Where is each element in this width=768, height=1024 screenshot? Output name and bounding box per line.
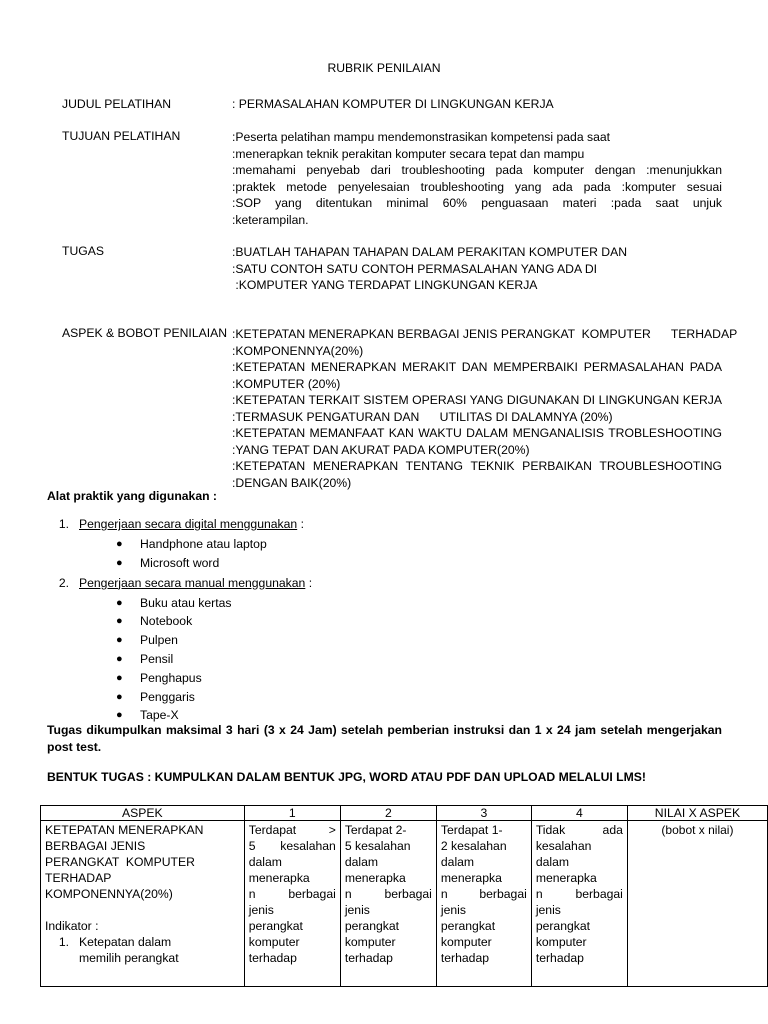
page-title: RUBRIK PENILAIAN — [327, 61, 441, 75]
tugas-value — [232, 244, 722, 294]
nilai-cell: (bobot x nilai) — [627, 821, 767, 987]
bullet-icon: ● — [116, 634, 123, 647]
aspek-cell-line: PERANGKAT KOMPUTER — [45, 855, 195, 869]
score-line: terhadap — [440, 951, 490, 965]
header-nilai: NILAI X ASPEK — [627, 806, 767, 821]
score-line: jenis — [248, 903, 274, 917]
list-item-label: Buku atau kertas — [140, 595, 232, 610]
aspek-line: :KETEPATAN TERKAIT SISTEM OPERASI YANG DIGUNAKAN DI LINGKUNGAN KERJA — [232, 393, 722, 407]
header-aspek: ASPEK — [41, 806, 245, 821]
score-line: menerapka — [440, 871, 502, 885]
list-item-label: Notebook — [140, 614, 193, 629]
header-score-4: 4 — [531, 806, 627, 821]
aspek-line: :KOMPONENNYA(20%) — [232, 343, 364, 358]
score-1-cell — [244, 821, 340, 987]
aspek-line: :KETEPATAN MENERAPKAN MERAKIT DAN MEMPERBAIKI PERMASALAHAN PADA — [232, 360, 722, 374]
aspek-line: :DENGAN BAIK(20%) — [232, 475, 352, 490]
list-item — [116, 535, 747, 554]
list-item-label: Handphone atau laptop — [140, 537, 267, 551]
aspek-value — [232, 326, 738, 491]
score-line: Tidak ada — [535, 823, 623, 837]
alat-section-digital — [47, 515, 747, 533]
score-line: kesalahan — [535, 839, 592, 853]
score-line: jenis — [440, 903, 466, 917]
deadline-note — [47, 722, 722, 755]
score-line: perangkat — [535, 919, 591, 933]
alat-heading: Alat praktik yang digunakan : — [47, 489, 217, 503]
list-item-label: Tape-X — [140, 708, 179, 723]
score-line: jenis — [535, 903, 561, 917]
bullet-icon: ● — [116, 709, 123, 722]
score-line: Terdapat 1- — [440, 823, 503, 837]
tujuan-line: :memahami penyebab dari troubleshooting pada komputer dengan :menunjukkan — [232, 163, 722, 177]
aspek-line: :KOMPUTER (20%) — [232, 376, 341, 391]
aspek-cell-line: KOMPONENNYA(20%) — [45, 887, 173, 901]
bentuk-tugas: BENTUK TUGAS : KUMPULKAN DALAM BENTUK JPG, WORD ATAU PDF DAN UPLOAD MELALUI LMS! — [47, 770, 646, 784]
tugas-line: :SATU CONTOH SATU CONTOH PERMASALAHAN YANG ADA DI — [232, 261, 598, 276]
score-line: Terdapat 2- — [344, 823, 407, 837]
score-4-cell — [531, 821, 627, 987]
score-line: jenis — [344, 903, 370, 917]
list-item-label: Pensil — [140, 651, 174, 666]
list-item-label: Penggaris — [140, 689, 195, 704]
tujuan-label: TUJUAN PELATIHAN — [62, 129, 181, 143]
table-row — [41, 821, 768, 987]
bullet-icon: ● — [116, 596, 123, 609]
score-line: komputer — [248, 935, 300, 949]
score-line: dalam — [440, 855, 475, 869]
bullet-icon: ● — [116, 652, 123, 665]
list-item — [116, 688, 747, 707]
aspek-line: :KETEPATAN MENERAPKAN TENTANG TEKNIK PERBAIKAN TROUBLESHOOTING — [232, 459, 722, 473]
section-label: Pengerjaan secara manual menggunakan — [79, 575, 306, 590]
tujuan-line: :keterampilan. — [232, 212, 309, 227]
score-line: perangkat — [344, 919, 400, 933]
aspek-cell-line: BERBAGAI JENIS — [45, 839, 146, 853]
aspek-cell — [41, 821, 245, 987]
rubric-table — [40, 805, 768, 987]
score-line: 5 kesalahan — [344, 839, 411, 853]
score-line: terhadap — [248, 951, 297, 965]
judul-label: JUDUL PELATIHAN — [62, 97, 172, 111]
score-line: perangkat — [248, 919, 303, 933]
bullet-icon: ● — [116, 538, 123, 550]
tugas-line: :KOMPUTER YANG TERDAPAT LINGKUNGAN KERJA — [232, 278, 538, 292]
score-line: menerapka — [344, 871, 406, 885]
score-line: terhadap — [535, 951, 584, 965]
score-line: n berbagai — [248, 887, 336, 901]
tujuan-line: :Peserta pelatihan mampu mendemonstrasikan kompetensi pada saat — [232, 130, 611, 144]
section-label: Pengerjaan secara digital menggunakan — [79, 517, 298, 531]
list-item-label: Microsoft word — [140, 555, 220, 570]
score-line: komputer — [344, 935, 396, 949]
score-line: dalam — [344, 855, 379, 869]
list-item — [116, 669, 747, 688]
list-item-label: Pulpen — [140, 633, 178, 648]
score-line: n berbagai — [440, 887, 527, 901]
score-2-cell — [340, 821, 436, 987]
score-line: menerapka — [248, 871, 310, 885]
tugas-label: TUGAS — [62, 244, 104, 258]
header-score-1: 1 — [244, 806, 340, 821]
tujuan-line: :menerapkan teknik perakitan komputer secara tepat dan mampu — [232, 146, 585, 161]
list-item — [116, 631, 747, 650]
list-item-label: Penghapus — [140, 670, 202, 685]
aspek-line: :KETEPATAN MEMANFAAT KAN WAKTU DALAM MENGANALISIS TROBLESHOOTING — [232, 426, 722, 440]
bullet-icon: ● — [116, 615, 123, 628]
header-score-2: 2 — [340, 806, 436, 821]
indikator-text: memilih perangkat — [79, 951, 179, 965]
alat-list — [47, 515, 747, 725]
indikator-number: 1. — [58, 935, 69, 949]
score-line: komputer — [440, 935, 492, 949]
section-number: 2. — [58, 575, 69, 590]
aspek-label: ASPEK & BOBOT PENILAIAN — [62, 326, 228, 340]
bullet-icon: ● — [116, 671, 123, 684]
deadline-line: Tugas dikumpulkan maksimal 3 hari (3 x 24 Jam) setelah pemberian instruksi dan 1 x 24 jam setelah mengerjakan — [47, 723, 722, 737]
indikator-label: Indikator : — [45, 919, 99, 933]
indikator-text: Ketepatan dalam — [79, 935, 172, 949]
indikator-item — [45, 934, 240, 950]
score-line: Terdapat > — [248, 823, 336, 837]
alat-section-manual — [47, 574, 747, 592]
judul-value: : PERMASALAHAN KOMPUTER DI LINGKUNGAN KERJA — [232, 97, 554, 111]
aspek-cell-line: TERHADAP — [45, 871, 112, 885]
deadline-line: post test. — [47, 739, 102, 754]
score-3-cell — [436, 821, 531, 987]
aspek-cell-line: KETEPATAN MENERAPKAN — [45, 823, 204, 837]
score-line: komputer — [535, 935, 587, 949]
bullet-icon: ● — [116, 690, 123, 703]
tujuan-line: :SOP yang ditentukan minimal 60% penguasaan materi :pada saat unjuk — [232, 196, 722, 210]
list-item — [116, 612, 747, 631]
score-line: terhadap — [344, 951, 393, 965]
aspek-line: :KETEPATAN MENERAPKAN BERBAGAI JENIS PERANGKAT KOMPUTER TERHADAP — [232, 327, 738, 341]
manual-items — [116, 594, 747, 726]
section-suffix: : — [305, 575, 313, 590]
tujuan-line: :praktek metode penyelesaian troubleshooting yang ada pada :komputer sesuai — [232, 179, 722, 194]
list-item — [116, 594, 747, 613]
score-line: n berbagai — [535, 887, 623, 901]
tujuan-value — [232, 129, 722, 228]
section-suffix: : — [297, 517, 304, 531]
aspek-line: :YANG TEPAT DAN AKURAT PADA KOMPUTER(20%) — [232, 442, 530, 457]
aspek-line: :TERMASUK PENGATURAN DAN UTILITAS DI DALAMNYA (20%) — [232, 409, 613, 424]
score-line: menerapka — [535, 871, 597, 885]
score-line: 5 kesalahan — [248, 839, 336, 853]
score-line: n berbagai — [344, 887, 432, 901]
digital-items — [116, 535, 747, 573]
tugas-line: :BUATLAH TAHAPAN TAHAPAN DALAM PERAKITAN KOMPUTER DAN — [232, 245, 628, 259]
list-item — [116, 650, 747, 669]
list-item — [116, 554, 747, 573]
table-header-row — [41, 806, 768, 821]
header-score-3: 3 — [436, 806, 531, 821]
score-line: perangkat — [440, 919, 496, 933]
score-line: dalam — [535, 855, 570, 869]
score-line: 2 kesalahan — [440, 839, 507, 853]
section-number: 1. — [58, 517, 69, 531]
bullet-icon: ● — [116, 556, 123, 569]
score-line: dalam — [248, 855, 282, 869]
